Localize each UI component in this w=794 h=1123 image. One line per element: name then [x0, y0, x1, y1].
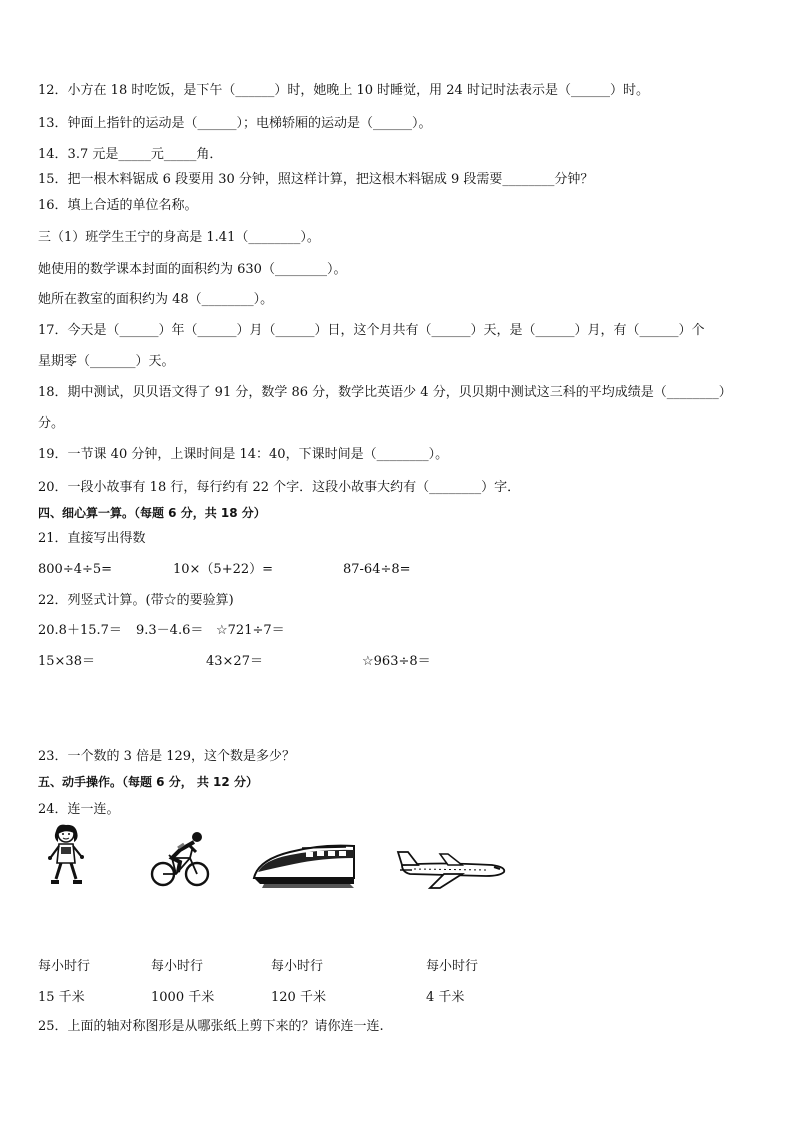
speed-label-4: 每小时行: [426, 959, 479, 974]
section-4-heading: 四、细心算一算。（每题 6 分，共 18 分）: [38, 506, 266, 520]
question-25: 25．上面的轴对称图形是从哪张纸上剪下来的？请你连一连.: [38, 1019, 384, 1034]
calc-21-item-2: 10×（5+22）=: [173, 562, 274, 577]
speed-value-3: 120 千米: [271, 990, 326, 1005]
airplane-picture: [396, 848, 508, 890]
calc-22-row2-item-3: ☆963÷8＝: [362, 654, 431, 669]
calc-22-row1-item-1: 20.8＋15.7＝: [38, 623, 122, 638]
question-16-part-a: 三（1）班学生王宁的身高是 1.41（________）。: [38, 230, 320, 245]
question-17-line-2: 星期零（_______）天。: [38, 354, 175, 369]
question-12: 12．小方在 18 时吃饭，是下午（______）时，她晚上 10 时睡觉，用 24 时记时法表示是（______）时。: [38, 83, 649, 98]
question-13: 13．钟面上指针的运动是（______）；电梯轿厢的运动是（______）。: [38, 116, 432, 131]
calc-22-row2-item-1: 15×38＝: [38, 654, 95, 669]
question-16: 16．填上合适的单位名称。: [38, 198, 198, 213]
calc-21-item-1: 800÷4÷5=: [38, 562, 113, 577]
question-24: 24．连一连。: [38, 802, 120, 817]
question-16-part-c: 她所在教室的面积约为 48（________）。: [38, 292, 274, 307]
speed-value-2: 1000 千米: [151, 990, 215, 1005]
cyclist-picture: [150, 828, 210, 890]
question-17-line-1: 17．今天是（______）年（______）月（______）日，这个月共有（______）天，是（______）月，有（______）个: [38, 323, 705, 338]
calc-22-row1-item-2: 9.3－4.6＝: [136, 623, 204, 638]
question-14: 14．3.7 元是_____元_____角．: [38, 147, 223, 162]
high-speed-train-picture: [250, 838, 358, 890]
question-19: 19．一节课 40 分钟，上课时间是 14：40，下课时间是（________）。: [38, 447, 449, 462]
question-16-part-b: 她使用的数学课本封面的面积约为 630（________）。: [38, 262, 347, 277]
question-20: 20．一段小故事有 18 行，每行约有 22 个字．这段小故事大约有（________）字．: [38, 480, 521, 495]
calc-22-row1-item-3: ☆721÷7＝: [216, 623, 285, 638]
question-22: 22．列竖式计算。(带☆的要验算): [38, 593, 234, 608]
speed-label-3: 每小时行: [271, 959, 324, 974]
speed-label-2: 每小时行: [151, 959, 204, 974]
question-18-line-1: 18．期中测试，贝贝语文得了 91 分，数学 86 分，数学比英语少 4 分，贝贝期中测试这三科的平均成绩是（________）: [38, 385, 732, 400]
calc-22-row2-item-2: 43×27＝: [206, 654, 263, 669]
girl-walking-picture: [44, 823, 88, 887]
question-23: 23．一个数的 3 倍是 129，这个数是多少？: [38, 749, 296, 764]
speed-value-1: 15 千米: [38, 990, 85, 1005]
speed-label-1: 每小时行: [38, 959, 91, 974]
section-5-heading: 五、动手操作。（每题 6 分， 共 12 分）: [38, 775, 258, 789]
speed-value-4: 4 千米: [426, 990, 465, 1005]
question-15: 15．把一根木料锯成 6 段要用 30 分钟，照这样计算，把这根木料锯成 9 段需要________分钟？: [38, 172, 594, 187]
question-18-line-2: 分。: [38, 416, 65, 431]
calc-21-item-3: 87-64÷8=: [343, 562, 411, 577]
question-21: 21．直接写出得数: [38, 531, 146, 546]
